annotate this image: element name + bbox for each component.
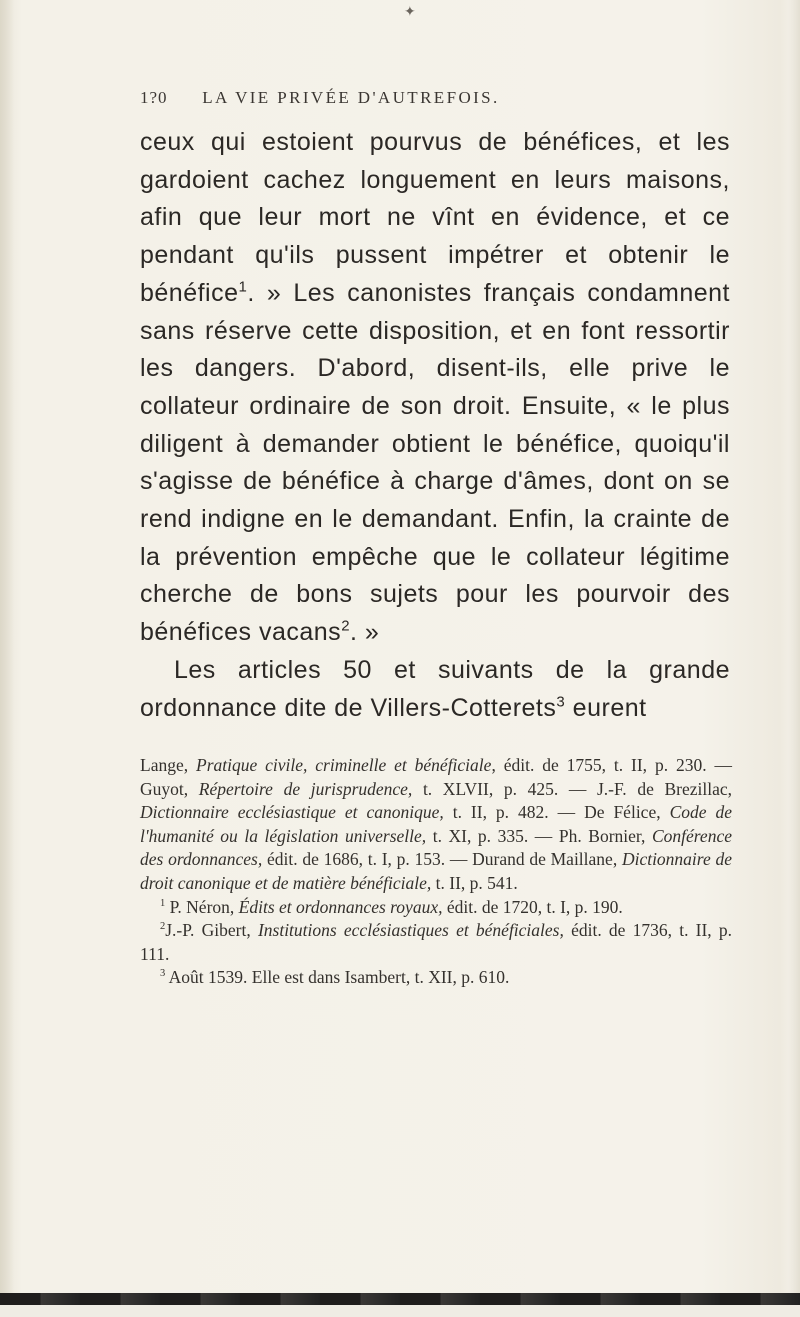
text-run: . »	[350, 618, 380, 647]
text-run: t. XI, p. 335. — Ph. Bornier,	[426, 825, 652, 846]
italic-title: Dictionnaire de droit canonique et de matière bénéficiale,	[140, 849, 732, 893]
italic-title: Dictionnaire ecclésiastique et canonique,	[140, 802, 444, 823]
footnote-ref: 1	[160, 897, 166, 909]
footnotes	[140, 754, 732, 990]
text-run: J.-P. Gibert,	[165, 920, 258, 941]
text-run: ceux qui estoient pourvus de bénéfices, et les gardoient cachez longuement en leurs maisons, afin que leur mort ne vînt en évidence, et ce pendant qu'ils pussent impétrer et obtenir le bénéfice	[140, 128, 730, 307]
text-run: t. II, p. 482. — De Félice,	[443, 802, 670, 823]
page-number: 1?0	[140, 88, 168, 107]
text-run: Lange,	[140, 755, 196, 775]
text-run: édit. de 1720, t. I, p. 190.	[442, 896, 623, 917]
text-run: édit. de 1736, t. II, p. 111.	[140, 920, 733, 964]
italic-title: Édits et ordonnances royaux,	[238, 896, 443, 917]
page-edge-shadow	[788, 0, 800, 1317]
body-paragraph	[140, 652, 730, 727]
text-run: . » Les canonistes français condamnent sans réserve cette disposition, et en font ressortir les dangers. D'abord, disent-ils, elle prive le collateur ordinaire de son droit. Ensuite, « le plus diligent à demander obtient le bénéfice, quoiqu'il s'agisse de bénéfice à charge d'âmes, dont on se rend indigne en le demandant. Enfin, la crainte de la prévention empêche que le collateur légitime cherche de bons sujets pour les pourvoir des bénéfices vacans	[140, 278, 730, 647]
text-run: édit. de 1686, t. I, p. 153. — Durand de Maillane,	[262, 849, 622, 870]
italic-title: Répertoire de jurisprudence,	[198, 778, 413, 799]
italic-title: Conférence des ordonnances,	[140, 825, 732, 870]
footnote	[140, 966, 732, 990]
footnote	[140, 896, 732, 920]
footnote-ref: 2	[160, 921, 166, 933]
running-head-title: LA VIE PRIVÉE D'AUTREFOIS.	[202, 88, 500, 107]
italic-title: Code de l'humanité ou la législation universelle,	[140, 802, 732, 846]
text-run: Les articles 50 et suivants de la grande ordonnance dite de Villers-Cotterets	[140, 655, 730, 722]
scan-bottom-margin	[0, 1305, 800, 1317]
italic-title: Institutions ecclésiastiques et bénéficiales,	[257, 920, 564, 941]
main-text	[140, 124, 730, 727]
footnote-ref: 3	[556, 693, 566, 711]
footnote-ref: 3	[160, 968, 166, 980]
text-run: eurent	[565, 693, 647, 722]
text-run: P. Néron,	[165, 896, 239, 917]
scan-edge-band	[0, 1293, 800, 1305]
gutter-shadow	[0, 0, 14, 1317]
text-run: , édit. de 1755, t. II, p. 230. — Guyot,	[140, 755, 732, 799]
bibliography-note	[140, 754, 732, 896]
footnote-ref: 1	[238, 278, 248, 296]
footnote-ref: 2	[341, 617, 351, 635]
footnote	[140, 919, 732, 966]
text-run: t. II, p. 541.	[431, 872, 518, 893]
italic-title: Pratique civile, criminelle et bénéficiale	[196, 755, 492, 775]
text-run: t. XLVII, p. 425. — J.-F. de Brezillac,	[412, 778, 732, 799]
running-header	[140, 88, 700, 108]
text-run: Août 1539. Elle est dans Isambert, t. XII, p. 610.	[165, 967, 510, 988]
ornament-mark: ✦	[404, 5, 416, 20]
body-paragraph	[140, 124, 730, 652]
